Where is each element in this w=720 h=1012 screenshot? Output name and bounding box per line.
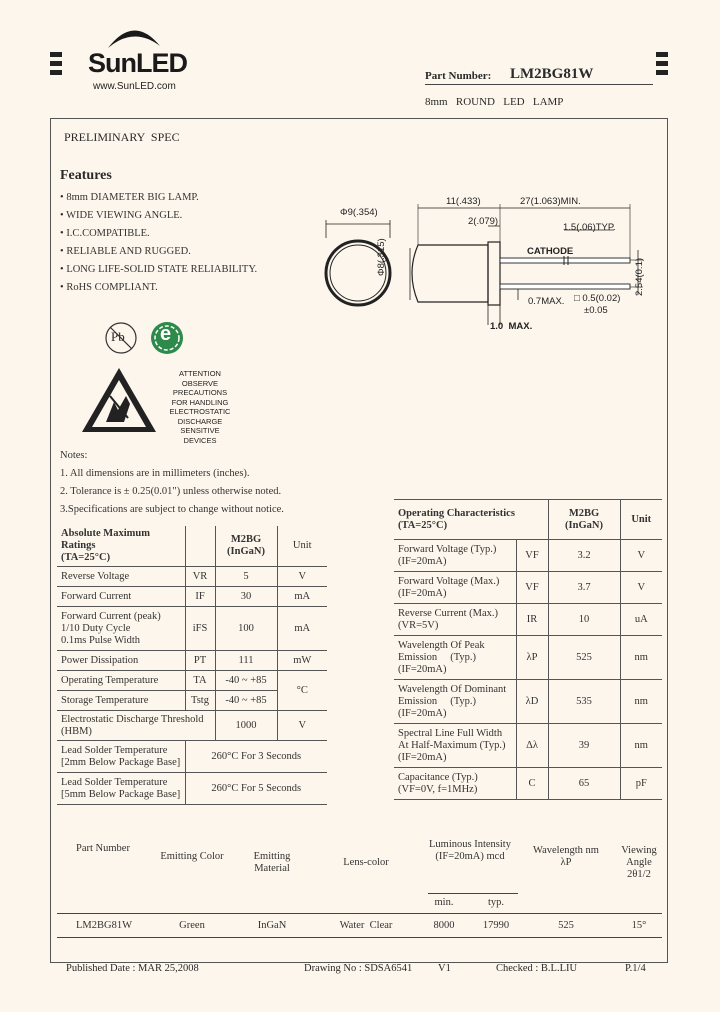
sel-header-lens: Lens-color xyxy=(343,857,389,868)
sel-cell-material: InGaN xyxy=(257,920,287,931)
table-row: Lead Solder Temperature [5mm Below Package Base] 260°C For 5 Seconds xyxy=(57,773,327,805)
footer-page: P.1/4 xyxy=(625,963,646,974)
footer-checked: Checked : B.L.LIU xyxy=(496,963,578,974)
table-row: Operating Temperature TA -40 ~ +85 °C xyxy=(57,671,327,691)
website-link[interactable]: www.SunLED.com xyxy=(93,81,176,92)
feature-item: • I.C.COMPATIBLE. xyxy=(60,228,150,239)
table-row: Lead Solder Temperature [2mm Below Package Base] 260°C For 3 Seconds xyxy=(57,741,327,773)
left-bar-mark xyxy=(50,52,62,79)
dim-flange: 2(.079) xyxy=(468,216,499,227)
dim-length-body: 11(.433) xyxy=(446,196,481,207)
sel-cell-color: Green xyxy=(179,920,205,931)
table-row: Forward Voltage (Max.) (IF=20mA) VF 3.7 V xyxy=(394,572,662,604)
feature-item: • RoHS COMPLIANT. xyxy=(60,282,158,293)
table-row: Spectral Line Full Width At Half-Maximum (Typ.) (IF=20mA) Δλ 39 nm xyxy=(394,724,662,768)
sel-cell-wavelength: 525 xyxy=(558,920,574,931)
features-title: Features xyxy=(60,168,112,183)
part-number: LM2BG81W xyxy=(510,66,594,82)
sel-divider-mid xyxy=(428,893,518,894)
sel-divider-top xyxy=(57,913,662,914)
dim-07max: 0.7MAX. xyxy=(528,296,565,307)
table-row: Reverse Current (Max.) (VR=5V) IR 10 uA xyxy=(394,604,662,636)
table-row: Electrostatic Discharge Threshold (HBM) 1000 V xyxy=(57,711,327,741)
sel-cell-typ: 17990 xyxy=(482,920,510,931)
feature-item: • 8mm DIAMETER BIG LAMP. xyxy=(60,192,199,203)
table-row: Forward Voltage (Typ.) (IF=20mA) VF 3.2 V xyxy=(394,540,662,572)
abs-max-table xyxy=(57,526,327,805)
sel-cell-part: LM2BG81W xyxy=(76,920,132,931)
table-header-row: Operating Characteristics (TA=25°C) M2BG (InGaN) Unit xyxy=(394,500,662,540)
sel-cell-lens: Water Clear xyxy=(339,920,393,931)
esd-attention-text: ATTENTION OBSERVE PRECAUTIONS FOR HANDLING ELECTROSTATIC DISCHARGE SENSITIVE DEVICES xyxy=(169,369,231,445)
dim-diameter: Φ9(.354) xyxy=(340,207,378,218)
note-item: 3.Specifications are subject to change without notice. xyxy=(60,504,284,515)
dim-lead-spacing: 2.54(0.1) xyxy=(634,257,645,296)
product-description: 8mm ROUND LED LAMP xyxy=(425,96,564,108)
table-header-row: Absolute Maximum Ratings (TA=25°C) M2BG (InGaN) Unit xyxy=(57,526,327,567)
table-row: Reverse Voltage VR 5 V xyxy=(57,567,327,587)
sel-header-typ: typ. xyxy=(487,897,505,908)
sel-header-material: Emitting Material xyxy=(253,851,291,874)
table-row: Forward Current IF 30 mA xyxy=(57,587,327,607)
part-number-underline xyxy=(425,84,653,85)
features-list xyxy=(60,189,257,297)
dim-lead-square: □ 0.5(0.02) xyxy=(574,293,621,304)
footer-drawing: Drawing No : SDSA6541 xyxy=(304,963,413,974)
right-bar-mark xyxy=(656,52,668,79)
note-item: 1. All dimensions are in millimeters (inches). xyxy=(60,468,250,479)
notes-title: Notes: xyxy=(60,450,88,461)
op-char-table xyxy=(394,499,662,800)
sel-header-wavelength: Wavelength nm λP xyxy=(533,845,599,868)
feature-item: • RELIABLE AND RUGGED. xyxy=(60,246,191,257)
sel-cell-min: 8000 xyxy=(433,920,455,931)
dim-body-diameter: Φ8(.315) xyxy=(376,238,387,276)
table-row: Forward Current (peak) 1/10 Duty Cycle 0.1ms Pulse Width iFS 100 mA xyxy=(57,607,327,651)
table-row: Storage Temperature Tstg -40 ~ +85 xyxy=(57,691,327,711)
pb-text: Pb xyxy=(111,329,125,344)
rohs-e-text: e xyxy=(160,323,172,345)
dim-10max: 1.0 MAX. xyxy=(490,321,533,332)
sunled-logo-arc-icon xyxy=(104,20,164,50)
cathode-label: CATHODE xyxy=(527,246,574,257)
footer-published: Published Date : MAR 25,2008 xyxy=(66,963,199,974)
sel-header-part: Part Number xyxy=(76,843,130,854)
table-row: Wavelength Of Dominant Emission (Typ.) (IF=20mA) λD 535 nm xyxy=(394,680,662,724)
dim-lead-typ: 1.5(.06)TYP. xyxy=(563,222,616,233)
sel-header-luminous: Luminous Intensity (IF=20mA) mcd xyxy=(429,839,511,862)
dim-length-lead: 27(1.063)MIN. xyxy=(520,196,581,207)
preliminary-spec: PRELIMINARY SPEC xyxy=(64,130,180,144)
dim-lead-tolerance: ±0.05 xyxy=(584,305,608,316)
feature-item: • WIDE VIEWING ANGLE. xyxy=(60,210,183,221)
table-row: Power Dissipation PT 111 mW xyxy=(57,651,327,671)
table-row: Wavelength Of Peak Emission (Typ.) (IF=20mA) λP 525 nm xyxy=(394,636,662,680)
table-row: Capacitance (Typ.) (VF=0V, f=1MHz) C 65 pF xyxy=(394,768,662,800)
note-item: 2. Tolerance is ± 0.25(0.01") unless otherwise noted. xyxy=(60,486,282,497)
sel-header-min: min. xyxy=(434,897,454,908)
brand-logo: SunLED xyxy=(88,48,187,78)
sel-divider-bottom xyxy=(57,937,662,938)
sel-header-color: Emitting Color xyxy=(160,851,224,862)
esd-warning-icon xyxy=(80,366,158,434)
sel-header-angle: Viewing Angle 2θ1/2 xyxy=(621,845,657,880)
sel-cell-angle: 15° xyxy=(631,920,647,931)
footer-version: V1 xyxy=(438,963,451,974)
feature-item: • LONG LIFE-SOLID STATE RELIABILITY. xyxy=(60,264,258,275)
notes xyxy=(60,447,284,519)
part-number-label: Part Number: xyxy=(425,70,492,82)
